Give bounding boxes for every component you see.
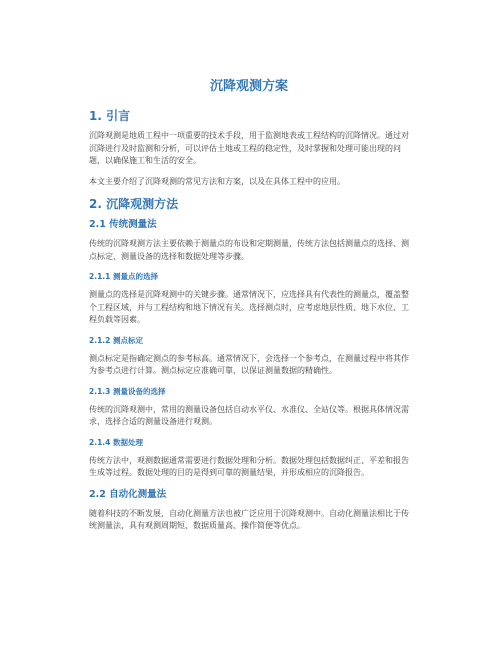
paragraph: 传统的沉降观测中，常用的测量设备包括自动水平仪、水准仪、全站仪等。根据具体情况需求，选择合适的测量设备进行观测。 [89,404,409,426]
paragraph: 传统的沉降观测方法主要依赖于测量点的布设和定期测量，传统方法包括测量点的选择、测点标定、测量设备的选择和数据处理等步骤。 [89,239,409,261]
subsubsection-heading-calibration: 2.1.2 测点标定 [89,335,143,345]
paragraph: 沉降观测是地质工程中一项重要的技术手段，用于监测地表或工程结构的沉降情况。通过对沉降进行及时监测和分析，可以评估土地或工程的稳定性，及时掌握和处理可能出现的问题，以确保施工和生活的安全。 [89,131,409,165]
document-title: 沉降观测方案 [209,79,288,94]
paragraph: 传统方法中，观测数据通常需要进行数据处理和分析。数据处理包括数据纠正、平差和报告生成等过程。数据处理的目的是得到可靠的测量结果，并形成相应的沉降报告。 [89,455,409,477]
paragraph: 本文主要介绍了沉降观测的常见方法和方案，以及在具体工程中的应用。 [89,176,345,186]
paragraph: 测量点的选择是沉降观测中的关键步骤。通常情况下，应选择具有代表性的测量点，覆盖整个工程区域，并与工程结构和地下情况有关。选择测点时，应考虑地层性质、地下水位、工程负载等因素。 [89,290,409,324]
section-heading-introduction: 1. 引言 [89,109,131,123]
section-heading-methods: 2. 沉降观测方法 [89,197,179,211]
paragraph: 测点标定是指确定测点的参考标高。通常情况下，会选择一个参考点，在测量过程中将其作为参考点进行计算。测点标定应准确可靠，以保证测量数据的精确性。 [89,353,409,375]
subsubsection-heading-equipment: 2.1.3 测量设备的选择 [89,386,166,396]
paragraph: 随着科技的不断发展，自动化测量方法也被广泛应用于沉降观测中。自动化测量法相比于传统测量法，具有观测周期短、数据质量高、操作简便等优点。 [89,508,409,530]
subsection-heading-automated: 2.2 自动化测量法 [89,488,167,500]
subsection-heading-traditional: 2.1 传统测量法 [89,219,157,230]
subsubsection-heading-data-processing: 2.1.4 数据处理 [89,437,143,447]
document-content [89,78,409,541]
subsubsection-heading-point-selection: 2.1.1 测量点的选择 [89,272,158,281]
